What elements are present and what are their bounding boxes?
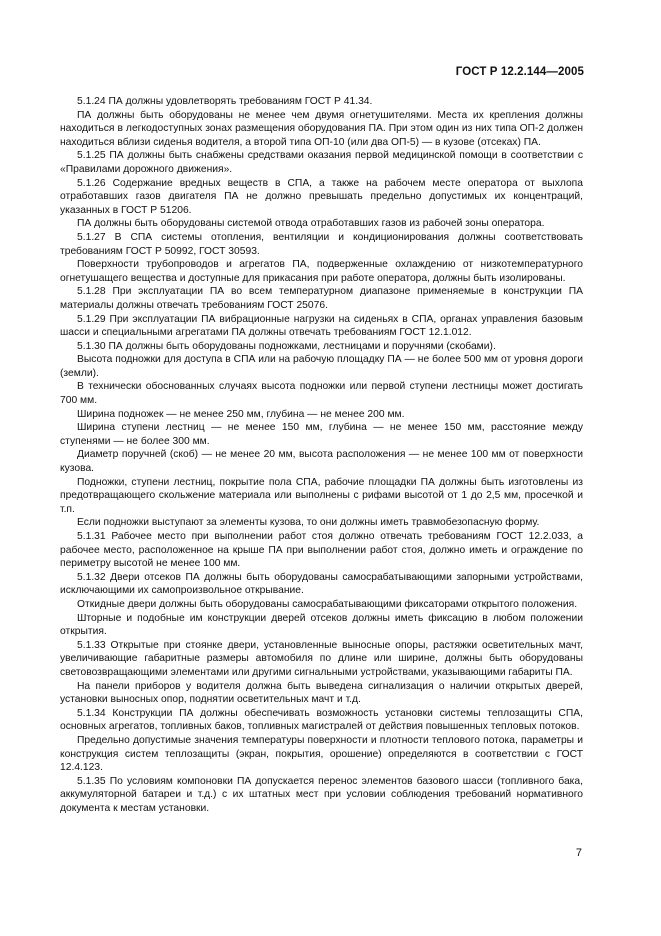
paragraph: В технически обоснованных случаях высота подножки или первой ступени лестницы может достигать 700 мм. — [60, 381, 583, 407]
paragraph: 5.1.27 В СПА системы отопления, вентиляции и кондиционирования должны соответствовать требованиям ГОСТ Р 50992, ГОСТ 30593. — [60, 231, 583, 257]
paragraph: Предельно допустимые значения температуры поверхности и плотности теплового потока, параметры и конструкция систем теплозащиты (экран, покрытия, орошение) определяются в соответствии с ГОСТ 12.4.123. — [60, 734, 583, 774]
paragraph: Поверхности трубопроводов и агрегатов ПА, подверженные охлаждению от низкотемпературного огнетушащего вещества и доступные для прикасания при работе оператора, должны быть изолированы. — [60, 259, 583, 284]
paragraph: 5.1.30 ПА должны быть оборудованы подножками, лестницами и поручнями (скобами). — [77, 340, 496, 352]
paragraph: Высота подножки для доступа в СПА или на рабочую площадку ПА — не более 500 мм от уровня дороги (земли). — [60, 354, 583, 379]
paragraph: На панели приборов у водителя должна быть выведена сигнализация о наличии открытых дверей, установки выносных опор, поднятии осветительных мачт и т.д. — [60, 680, 583, 706]
page-number: 7 — [575, 847, 582, 859]
paragraph: 5.1.24 ПА должны удовлетворять требованиям ГОСТ Р 41.34. — [77, 96, 373, 107]
paragraph: 5.1.35 По условиям компоновки ПА допускается перенос элементов базового шасси (топливного бака, аккумуляторной батареи и т.д.) с их штатных мест при условии соблюдения требований нормативного документа к местам установки. — [60, 775, 583, 814]
paragraph: ПА должны быть оборудованы не менее чем двумя огнетушителями. Места их крепления должны находиться в легкодоступных зонах размещения оборудования ПА. При этом один из них типа ОП-2 должен находиться вблизи сиденья водителя, а второй типа ОП-10 (или два ОП-5) — в кузове (отсеках) ПА. — [60, 109, 583, 148]
paragraph: 5.1.29 При эксплуатации ПА вибрационные нагрузки на сиденьях в СПА, органах управления базовым шасси и специальными агрегатами ПА должны отвечать требованиям ГОСТ 12.1.012. — [60, 313, 583, 339]
paragraph: ПА должны быть оборудованы системой отвода отработавших газов из рабочей зоны оператора. — [77, 218, 545, 230]
paragraph: 5.1.34 Конструкции ПА должны обеспечивать возможность установки системы теплозащиты СПА, основных агрегатов, топливных баков, топливных магистралей от действия повышенных тепловых потоков. — [60, 707, 583, 733]
paragraph: 5.1.32 Двери отсеков ПА должны быть оборудованы самосрабатывающими запорными устройствами, исключающими их самопроизвольное открывание. — [60, 571, 583, 597]
paragraph: Если подножки выступают за элементы кузова, то они должны иметь травмобезопасную форму. — [77, 517, 540, 529]
paragraph: 5.1.25 ПА должны быть снабжены средствами оказания первой медицинской помощи в соответствии с «Правилами дорожного движения». — [60, 150, 583, 175]
paragraph: Ширина подножек — не менее 250 мм, глубина — не менее 200 мм. — [77, 408, 405, 420]
paragraph: 5.1.33 Открытые при стоянке двери, установленные выносные опоры, растяжки осветительных мачт, увеличивающие габаритные размеры автомобиля по длине или ширине, должны быть оборудованы световозвращающими элементами или другими сигнальными устройствами, указывающими габариты ПА. — [60, 639, 583, 678]
standard-header: ГОСТ Р 12.2.144—2005 — [455, 66, 584, 78]
paragraph: Ширина ступени лестниц — не менее 150 мм, глубина — не менее 150 мм, расстояние между ступенями — не более 300 мм. — [60, 422, 583, 447]
paragraph: Шторные и подобные им конструкции дверей отсеков должны иметь фиксацию в любом положении открытия. — [60, 612, 583, 638]
paragraph: Подножки, ступени лестниц, покрытие пола СПА, рабочие площадки ПА должны быть изготовлены из предотвращающего скольжение материала или выполнены с рифами высотой от 1 до 2,5 мм, просечкой и т.п. — [60, 476, 583, 515]
paragraph: Диаметр поручней (скоб) — не менее 20 мм, высота расположения — не менее 100 мм от поверхности кузова. — [60, 449, 583, 475]
paragraph: Откидные двери должны быть оборудованы самосрабатывающими фиксаторами открытого положения. — [77, 598, 578, 610]
paragraph: 5.1.31 Рабочее место при выполнении работ стоя должно отвечать требованиям ГОСТ 12.2.033, а рабочее место, расположенное на крыше ПА при выполнении работ стоя, должно иметь и ограждение по периметру высотой не менее 100 мм. — [60, 531, 583, 570]
document-body — [60, 95, 583, 815]
paragraph: 5.1.28 При эксплуатации ПА во всем температурном диапазоне применяемые в конструкции ПА материалы должны отвечать требованиям ГОСТ 25076. — [60, 286, 583, 311]
paragraph: 5.1.26 Содержание вредных веществ в СПА, а также на рабочем месте оператора от выхлопа отработавших газов двигателя ПА не должно превышать предельно допустимых их концентраций, указанных в ГОСТ Р 51206. — [60, 177, 583, 216]
